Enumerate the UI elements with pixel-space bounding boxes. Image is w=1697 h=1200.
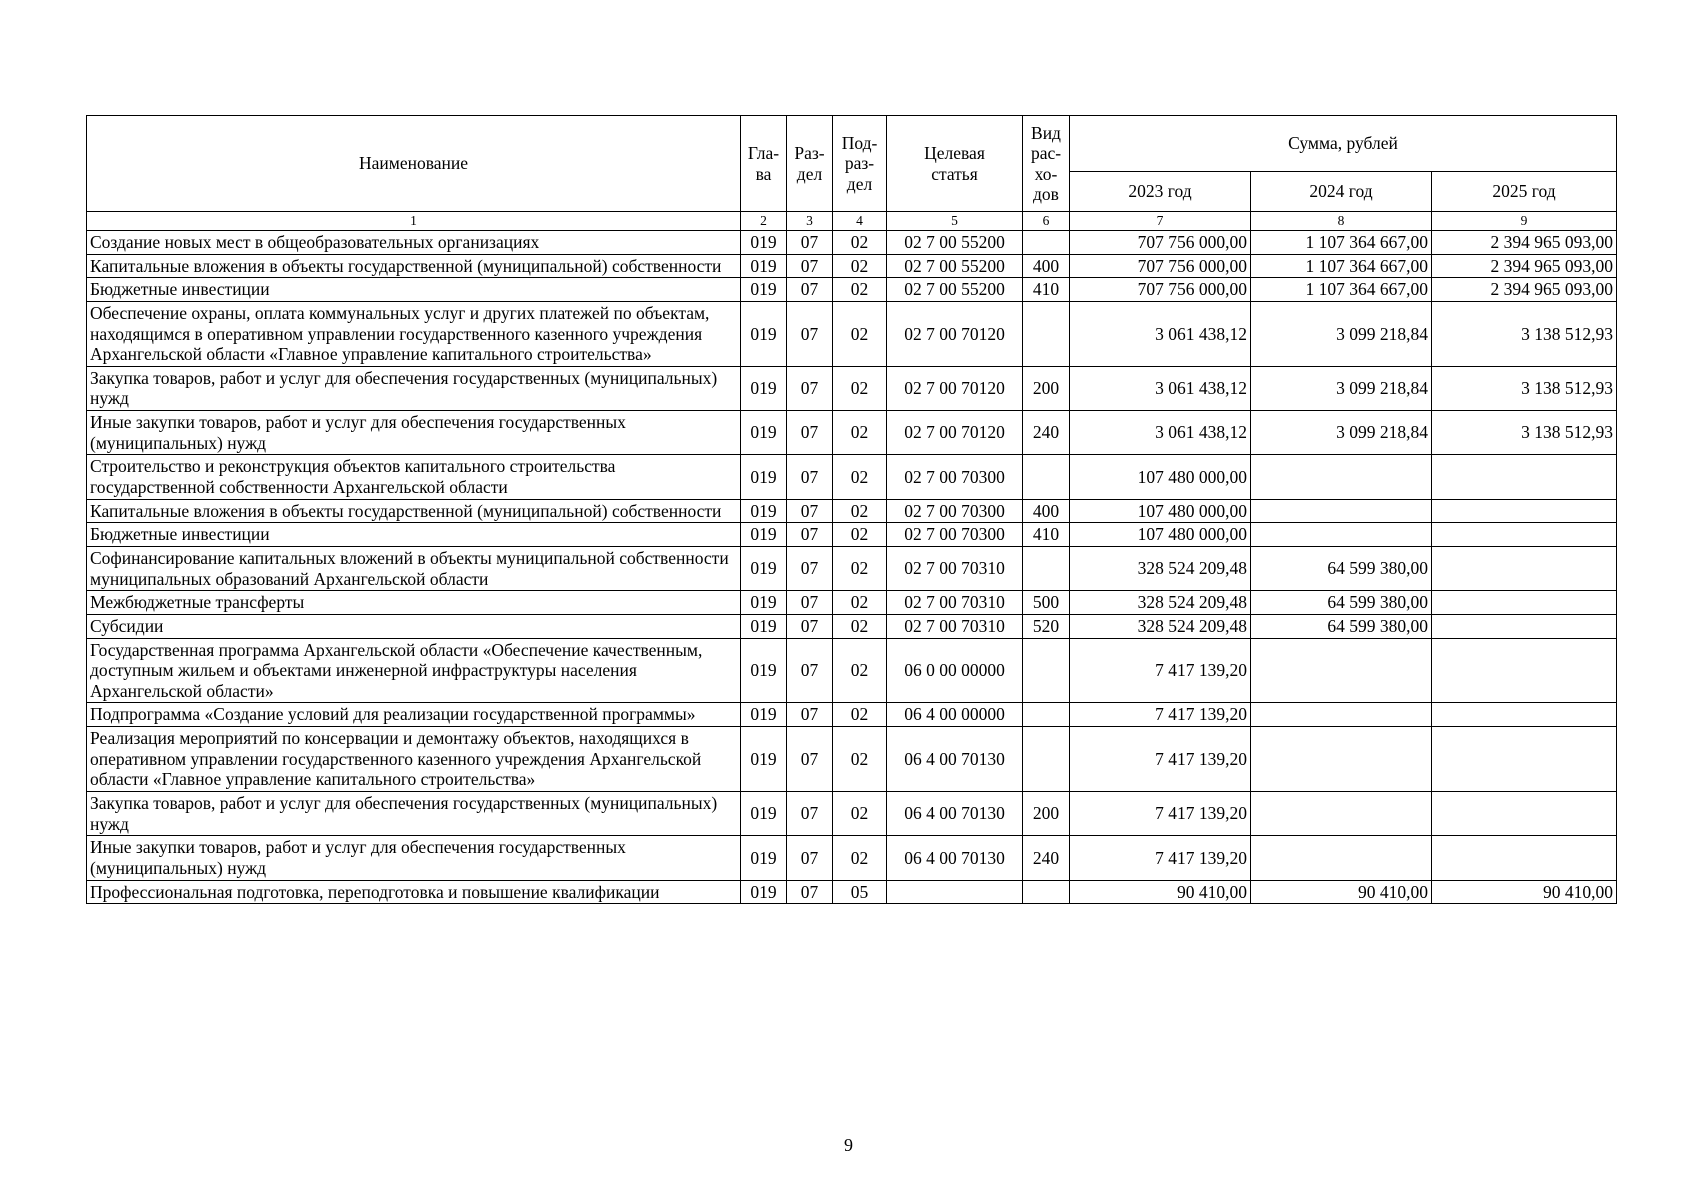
- row-vid-rashodov: 200: [1023, 792, 1070, 836]
- row-tselevaya-statya: 06 0 00 00000: [887, 638, 1023, 703]
- table-row: [87, 523, 1617, 547]
- row-glava: 019: [741, 523, 787, 547]
- row-podrazdel: 02: [833, 411, 887, 455]
- col-number: 2: [741, 212, 787, 231]
- header-glava: Гла- ва: [741, 116, 787, 212]
- row-sum-2025: [1432, 727, 1617, 792]
- row-vid-rashodov: [1023, 638, 1070, 703]
- row-podrazdel: 02: [833, 546, 887, 590]
- row-tselevaya-statya: 02 7 00 70310: [887, 614, 1023, 638]
- row-name: Субсидии: [87, 614, 741, 638]
- row-tselevaya-statya: 02 7 00 70120: [887, 301, 1023, 366]
- row-name: Бюджетные инвестиции: [87, 523, 741, 547]
- row-sum-2023: 707 756 000,00: [1070, 231, 1251, 255]
- table-row: [87, 231, 1617, 255]
- row-sum-2025: [1432, 836, 1617, 880]
- row-razdel: 07: [787, 836, 833, 880]
- row-sum-2023: 107 480 000,00: [1070, 523, 1251, 547]
- header-summa: Сумма, рублей: [1070, 116, 1617, 172]
- row-sum-2025: [1432, 614, 1617, 638]
- row-tselevaya-statya: 02 7 00 70310: [887, 591, 1023, 615]
- row-vid-rashodov: [1023, 727, 1070, 792]
- row-glava: 019: [741, 727, 787, 792]
- header-tselevaya-statya: Целевая статья: [887, 116, 1023, 212]
- row-glava: 019: [741, 278, 787, 302]
- row-tselevaya-statya: 02 7 00 55200: [887, 231, 1023, 255]
- row-vid-rashodov: 410: [1023, 278, 1070, 302]
- row-razdel: 07: [787, 231, 833, 255]
- col-number: 4: [833, 212, 887, 231]
- row-vid-rashodov: [1023, 231, 1070, 255]
- row-vid-rashodov: 240: [1023, 411, 1070, 455]
- row-sum-2024: 90 410,00: [1251, 880, 1432, 904]
- row-razdel: 07: [787, 591, 833, 615]
- row-podrazdel: 02: [833, 366, 887, 410]
- row-razdel: 07: [787, 411, 833, 455]
- table-row: [87, 591, 1617, 615]
- row-vid-rashodov: 240: [1023, 836, 1070, 880]
- row-sum-2025: 90 410,00: [1432, 880, 1617, 904]
- row-vid-rashodov: [1023, 301, 1070, 366]
- row-name: Межбюджетные трансферты: [87, 591, 741, 615]
- row-sum-2024: 1 107 364 667,00: [1251, 278, 1432, 302]
- row-vid-rashodov: [1023, 546, 1070, 590]
- table-row: [87, 278, 1617, 302]
- row-sum-2023: 328 524 209,48: [1070, 614, 1251, 638]
- row-sum-2025: [1432, 546, 1617, 590]
- row-glava: 019: [741, 638, 787, 703]
- row-podrazdel: 02: [833, 727, 887, 792]
- table-row: [87, 638, 1617, 703]
- row-sum-2025: [1432, 455, 1617, 499]
- header-podrazdel: Под- раз- дел: [833, 116, 887, 212]
- row-tselevaya-statya: 02 7 00 55200: [887, 254, 1023, 278]
- row-name: Создание новых мест в общеобразовательных организациях: [87, 231, 741, 255]
- row-sum-2023: 90 410,00: [1070, 880, 1251, 904]
- row-sum-2024: 3 099 218,84: [1251, 411, 1432, 455]
- row-sum-2024: [1251, 499, 1432, 523]
- table-row: [87, 254, 1617, 278]
- row-sum-2023: 7 417 139,20: [1070, 703, 1251, 727]
- row-sum-2024: 3 099 218,84: [1251, 366, 1432, 410]
- row-glava: 019: [741, 591, 787, 615]
- header-name: Наименование: [87, 116, 741, 212]
- row-vid-rashodov: [1023, 703, 1070, 727]
- col-number: 7: [1070, 212, 1251, 231]
- table-row: [87, 499, 1617, 523]
- row-glava: 019: [741, 546, 787, 590]
- row-sum-2025: 3 138 512,93: [1432, 366, 1617, 410]
- row-sum-2023: 3 061 438,12: [1070, 301, 1251, 366]
- row-sum-2024: [1251, 638, 1432, 703]
- row-glava: 019: [741, 231, 787, 255]
- row-razdel: 07: [787, 301, 833, 366]
- row-tselevaya-statya: 06 4 00 70130: [887, 836, 1023, 880]
- header-razdel: Раз- дел: [787, 116, 833, 212]
- row-glava: 019: [741, 301, 787, 366]
- row-razdel: 07: [787, 703, 833, 727]
- column-numbers-row: [87, 212, 1617, 231]
- row-sum-2023: 7 417 139,20: [1070, 638, 1251, 703]
- table-row: [87, 792, 1617, 836]
- row-glava: 019: [741, 836, 787, 880]
- row-name: Обеспечение охраны, оплата коммунальных услуг и других платежей по объектам, находящимся в оперативном управлении государственного казенного учреждения Архангельской области «Главное управление капитального строительства»: [87, 301, 741, 366]
- row-razdel: 07: [787, 499, 833, 523]
- row-glava: 019: [741, 254, 787, 278]
- row-sum-2024: [1251, 703, 1432, 727]
- row-glava: 019: [741, 366, 787, 410]
- row-glava: 019: [741, 411, 787, 455]
- row-name: Подпрограмма «Создание условий для реализации государственной программы»: [87, 703, 741, 727]
- row-podrazdel: 05: [833, 880, 887, 904]
- row-sum-2024: [1251, 727, 1432, 792]
- row-sum-2024: [1251, 836, 1432, 880]
- row-sum-2023: 3 061 438,12: [1070, 411, 1251, 455]
- row-tselevaya-statya: 06 4 00 00000: [887, 703, 1023, 727]
- row-podrazdel: 02: [833, 455, 887, 499]
- row-tselevaya-statya: 02 7 00 70300: [887, 499, 1023, 523]
- budget-table: [86, 115, 1617, 904]
- row-sum-2024: [1251, 523, 1432, 547]
- row-vid-rashodov: [1023, 880, 1070, 904]
- table-row: [87, 727, 1617, 792]
- row-razdel: 07: [787, 792, 833, 836]
- row-sum-2025: [1432, 499, 1617, 523]
- row-glava: 019: [741, 703, 787, 727]
- table-row: [87, 301, 1617, 366]
- row-podrazdel: 02: [833, 301, 887, 366]
- row-razdel: 07: [787, 366, 833, 410]
- row-sum-2025: [1432, 591, 1617, 615]
- page-number: 9: [844, 1135, 853, 1155]
- row-name: Бюджетные инвестиции: [87, 278, 741, 302]
- header-year-2025: 2025 год: [1432, 172, 1617, 212]
- row-vid-rashodov: 400: [1023, 499, 1070, 523]
- row-podrazdel: 02: [833, 523, 887, 547]
- row-name: Профессиональная подготовка, переподготовка и повышение квалификации: [87, 880, 741, 904]
- row-podrazdel: 02: [833, 231, 887, 255]
- row-sum-2023: 107 480 000,00: [1070, 455, 1251, 499]
- row-sum-2024: 1 107 364 667,00: [1251, 231, 1432, 255]
- row-podrazdel: 02: [833, 254, 887, 278]
- row-tselevaya-statya: 06 4 00 70130: [887, 792, 1023, 836]
- col-number: 1: [87, 212, 741, 231]
- row-name: Иные закупки товаров, работ и услуг для обеспечения государственных (муниципальных) нужд: [87, 836, 741, 880]
- row-sum-2024: 1 107 364 667,00: [1251, 254, 1432, 278]
- row-sum-2024: 64 599 380,00: [1251, 546, 1432, 590]
- table-row: [87, 614, 1617, 638]
- table-row: [87, 880, 1617, 904]
- table-body: [87, 231, 1617, 904]
- row-glava: 019: [741, 499, 787, 523]
- row-podrazdel: 02: [833, 792, 887, 836]
- row-sum-2025: [1432, 792, 1617, 836]
- row-razdel: 07: [787, 278, 833, 302]
- row-sum-2024: [1251, 455, 1432, 499]
- row-podrazdel: 02: [833, 638, 887, 703]
- row-name: Иные закупки товаров, работ и услуг для обеспечения государственных (муниципальных) нужд: [87, 411, 741, 455]
- table-row: [87, 703, 1617, 727]
- row-sum-2023: 3 061 438,12: [1070, 366, 1251, 410]
- row-sum-2023: 107 480 000,00: [1070, 499, 1251, 523]
- col-number: 6: [1023, 212, 1070, 231]
- row-sum-2025: 2 394 965 093,00: [1432, 231, 1617, 255]
- row-sum-2023: 328 524 209,48: [1070, 546, 1251, 590]
- table-row: [87, 411, 1617, 455]
- row-name: Закупка товаров, работ и услуг для обеспечения государственных (муниципальных) нужд: [87, 792, 741, 836]
- table-row: [87, 546, 1617, 590]
- row-razdel: 07: [787, 523, 833, 547]
- row-sum-2024: 64 599 380,00: [1251, 591, 1432, 615]
- row-name: Софинансирование капитальных вложений в объекты муниципальной собственности муниципальных образований Архангельской области: [87, 546, 741, 590]
- row-tselevaya-statya: 02 7 00 70310: [887, 546, 1023, 590]
- row-podrazdel: 02: [833, 836, 887, 880]
- row-vid-rashodov: 520: [1023, 614, 1070, 638]
- col-number: 9: [1432, 212, 1617, 231]
- row-sum-2023: 707 756 000,00: [1070, 254, 1251, 278]
- row-vid-rashodov: 500: [1023, 591, 1070, 615]
- row-podrazdel: 02: [833, 278, 887, 302]
- row-sum-2025: 2 394 965 093,00: [1432, 254, 1617, 278]
- row-name: Закупка товаров, работ и услуг для обеспечения государственных (муниципальных) нужд: [87, 366, 741, 410]
- row-name: Реализация мероприятий по консервации и демонтажу объектов, находящихся в оперативном управлении государственного казенного учреждения Архангельской области «Главное управление капитального строительства»: [87, 727, 741, 792]
- row-razdel: 07: [787, 254, 833, 278]
- row-sum-2023: 328 524 209,48: [1070, 591, 1251, 615]
- header-year-2024: 2024 год: [1251, 172, 1432, 212]
- row-sum-2023: 7 417 139,20: [1070, 727, 1251, 792]
- row-razdel: 07: [787, 638, 833, 703]
- row-podrazdel: 02: [833, 703, 887, 727]
- row-sum-2023: 7 417 139,20: [1070, 836, 1251, 880]
- row-vid-rashodov: [1023, 455, 1070, 499]
- row-name: Капитальные вложения в объекты государственной (муниципальной) собственности: [87, 254, 741, 278]
- row-name: Строительство и реконструкция объектов капитального строительства государственной собственности Архангельской области: [87, 455, 741, 499]
- row-sum-2024: [1251, 792, 1432, 836]
- col-number: 3: [787, 212, 833, 231]
- row-vid-rashodov: 400: [1023, 254, 1070, 278]
- table-row: [87, 455, 1617, 499]
- row-sum-2025: [1432, 703, 1617, 727]
- row-tselevaya-statya: [887, 880, 1023, 904]
- row-vid-rashodov: 410: [1023, 523, 1070, 547]
- row-razdel: 07: [787, 727, 833, 792]
- row-razdel: 07: [787, 455, 833, 499]
- row-glava: 019: [741, 880, 787, 904]
- table-row: [87, 836, 1617, 880]
- row-tselevaya-statya: 02 7 00 55200: [887, 278, 1023, 302]
- row-tselevaya-statya: 02 7 00 70120: [887, 366, 1023, 410]
- row-sum-2025: 3 138 512,93: [1432, 301, 1617, 366]
- row-sum-2023: 707 756 000,00: [1070, 278, 1251, 302]
- row-glava: 019: [741, 614, 787, 638]
- row-podrazdel: 02: [833, 499, 887, 523]
- row-razdel: 07: [787, 880, 833, 904]
- row-tselevaya-statya: 02 7 00 70300: [887, 455, 1023, 499]
- row-sum-2025: [1432, 523, 1617, 547]
- row-sum-2024: 3 099 218,84: [1251, 301, 1432, 366]
- row-razdel: 07: [787, 614, 833, 638]
- row-sum-2025: 2 394 965 093,00: [1432, 278, 1617, 302]
- col-number: 5: [887, 212, 1023, 231]
- row-tselevaya-statya: 02 7 00 70120: [887, 411, 1023, 455]
- row-name: Государственная программа Архангельской области «Обеспечение качественным, доступным жильем и объектами инженерной инфраструктуры населения Архангельской области»: [87, 638, 741, 703]
- table-row: [87, 366, 1617, 410]
- col-number: 8: [1251, 212, 1432, 231]
- row-tselevaya-statya: 02 7 00 70300: [887, 523, 1023, 547]
- header-year-2023: 2023 год: [1070, 172, 1251, 212]
- row-name: Капитальные вложения в объекты государственной (муниципальной) собственности: [87, 499, 741, 523]
- row-sum-2025: 3 138 512,93: [1432, 411, 1617, 455]
- row-sum-2024: 64 599 380,00: [1251, 614, 1432, 638]
- row-podrazdel: 02: [833, 614, 887, 638]
- row-tselevaya-statya: 06 4 00 70130: [887, 727, 1023, 792]
- row-sum-2023: 7 417 139,20: [1070, 792, 1251, 836]
- row-razdel: 07: [787, 546, 833, 590]
- header-vid-rashodov: Вид рас- хо- дов: [1023, 116, 1070, 212]
- row-glava: 019: [741, 455, 787, 499]
- row-glava: 019: [741, 792, 787, 836]
- row-sum-2025: [1432, 638, 1617, 703]
- row-podrazdel: 02: [833, 591, 887, 615]
- row-vid-rashodov: 200: [1023, 366, 1070, 410]
